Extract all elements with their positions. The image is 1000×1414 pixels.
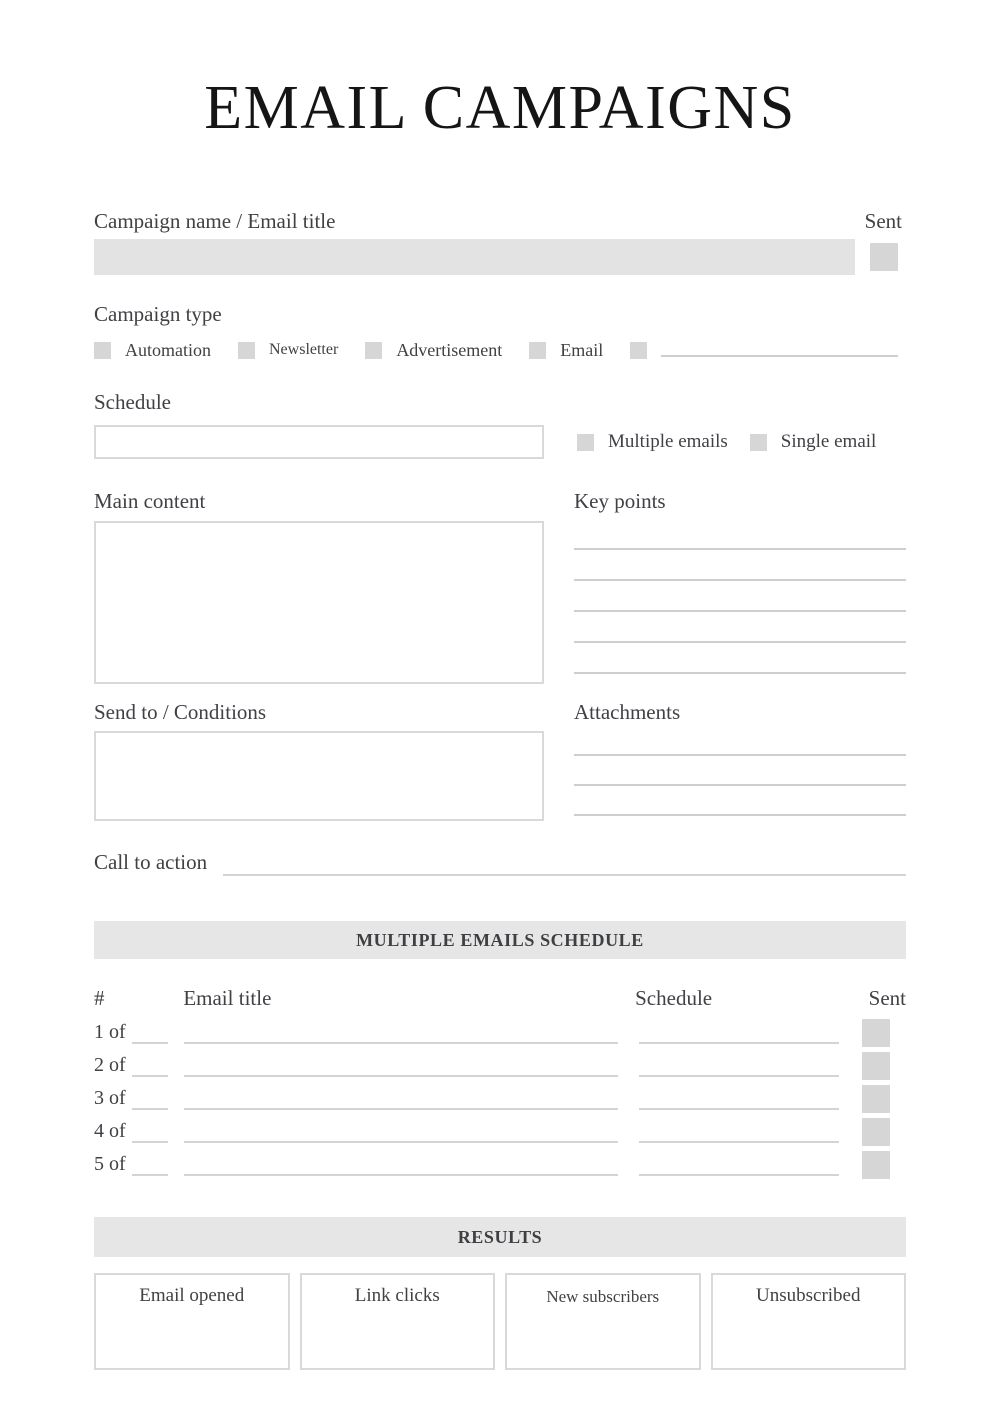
new-subscribers-label: New subscribers [546,1287,660,1307]
link-clicks-label: Link clicks [354,1285,440,1307]
sendto-attachments-section [94,698,906,821]
unsubscribed-box[interactable] [711,1273,907,1370]
call-to-action-row [94,844,906,876]
schedule-table-header [94,984,906,1011]
other-type-checkbox[interactable] [630,342,647,359]
attachment-line[interactable] [574,726,906,756]
key-point-line[interactable] [574,581,906,612]
row-number [94,1020,184,1044]
type-option-newsletter [238,339,338,361]
send-to-label: Send to / Conditions [94,700,267,725]
campaign-name-row [94,239,906,275]
row-number [94,1086,184,1110]
row-number-text: 3 of [94,1087,126,1110]
multiple-emails-option [577,431,728,453]
campaign-type-options [94,339,906,361]
automation-checkbox[interactable] [94,342,111,359]
main-content-input[interactable] [94,521,544,684]
table-row [94,1044,906,1077]
key-point-line[interactable] [574,550,906,581]
column-header-sent: Sent [868,986,906,1011]
row-sent-checkbox[interactable] [862,1151,890,1179]
row-total-line[interactable] [132,1133,168,1143]
row-number [94,1152,184,1176]
schedule-label: Schedule [94,390,171,415]
row-email-title-line[interactable] [184,1090,618,1110]
attachment-line[interactable] [574,786,906,816]
type-option-advertisement [365,339,502,361]
schedule-input[interactable] [94,425,544,459]
main-content-column [94,487,544,684]
row-email-title-line[interactable] [184,1123,618,1143]
single-email-option [750,431,877,453]
row-number-text: 2 of [94,1054,126,1077]
single-email-checkbox[interactable] [750,434,767,451]
key-point-line[interactable] [574,643,906,674]
email-label: Email [560,340,604,361]
key-points-label: Key points [574,489,666,514]
row-number-text: 5 of [94,1153,126,1176]
main-content-label: Main content [94,489,206,514]
newsletter-label: Newsletter [269,341,339,359]
single-email-label: Single email [780,431,877,453]
email-opened-box[interactable] [94,1273,290,1370]
advertisement-label: Advertisement [396,340,503,361]
column-header-num: # [94,986,105,1011]
row-schedule-line[interactable] [639,1156,839,1176]
sent-label: Sent [864,209,902,234]
row-sent-checkbox[interactable] [862,1052,890,1080]
column-header-title: Email title [183,986,272,1011]
row-sent-checkbox[interactable] [862,1019,890,1047]
email-checkbox[interactable] [529,342,546,359]
multiple-emails-checkbox[interactable] [577,434,594,451]
call-to-action-line[interactable] [223,850,906,876]
row-number-text: 1 of [94,1021,126,1044]
row-email-title-line[interactable] [184,1024,618,1044]
campaign-type-label: Campaign type [94,302,222,327]
multiple-emails-label: Multiple emails [608,431,728,453]
key-point-line[interactable] [574,519,906,550]
schedule-row [94,425,906,459]
row-schedule-line[interactable] [639,1057,839,1077]
row-schedule-line[interactable] [639,1123,839,1143]
key-points-column [574,487,906,684]
send-to-input[interactable] [94,731,544,821]
type-option-other [630,341,906,359]
link-clicks-box[interactable] [300,1273,496,1370]
newsletter-checkbox[interactable] [238,342,255,359]
key-point-line[interactable] [574,612,906,643]
table-row [94,1077,906,1110]
sent-checkbox[interactable] [870,243,898,271]
unsubscribed-label: Unsubscribed [756,1285,861,1307]
page-title: EMAIL CAMPAIGNS [204,74,796,142]
row-schedule-line[interactable] [639,1024,839,1044]
advertisement-checkbox[interactable] [365,342,382,359]
row-schedule-line[interactable] [639,1090,839,1110]
column-header-schedule: Schedule [635,986,713,1011]
campaign-name-label: Campaign name / Email title [94,209,336,234]
row-total-line[interactable] [132,1166,168,1176]
table-row [94,1143,906,1176]
multiple-emails-schedule-header: MULTIPLE EMAILS SCHEDULE [94,921,906,959]
row-total-line[interactable] [132,1067,168,1077]
attachments-label: Attachments [574,700,681,725]
row-number [94,1053,184,1077]
row-sent-checkbox[interactable] [862,1118,890,1146]
new-subscribers-box[interactable] [505,1273,701,1370]
attachment-line[interactable] [574,756,906,786]
row-email-title-line[interactable] [184,1156,618,1176]
key-points-lines [574,519,906,674]
automation-label: Automation [125,340,211,361]
other-type-line[interactable] [661,341,898,357]
attachments-lines [574,726,906,816]
table-row [94,1011,906,1044]
email-opened-label: Email opened [139,1285,245,1307]
campaign-name-input[interactable] [94,239,855,275]
row-total-line[interactable] [132,1034,168,1044]
results-header: RESULTS [94,1217,906,1257]
results-grid [94,1273,906,1370]
row-sent-checkbox[interactable] [862,1085,890,1113]
attachments-column [574,698,906,821]
type-option-automation [94,339,211,361]
row-number [94,1119,184,1143]
row-email-title-line[interactable] [184,1057,618,1077]
campaign-name-label-row [94,207,906,235]
row-number-text: 4 of [94,1120,126,1143]
type-option-email [529,339,603,361]
call-to-action-label: Call to action [94,850,208,875]
row-total-line[interactable] [132,1100,168,1110]
content-keypoints-section [94,487,906,684]
send-to-column [94,698,544,821]
table-row [94,1110,906,1143]
page-content [94,0,906,1370]
